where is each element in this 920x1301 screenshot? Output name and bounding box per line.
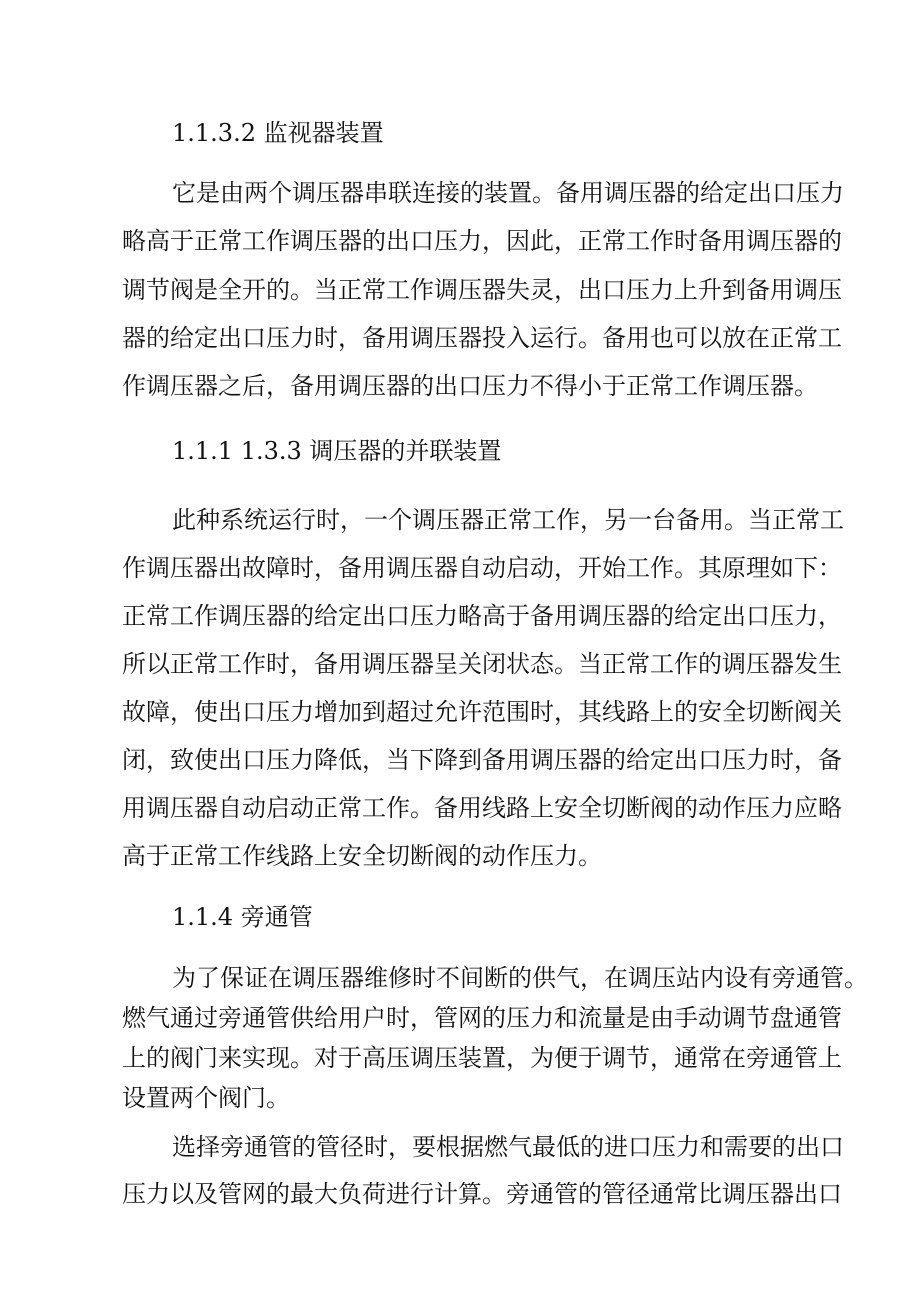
paragraph-line: 作调压器之后，备用调压器的出口压力不得小于正常工作调压器。 [122,372,818,400]
paragraph-line: 高于正常工作线路上安全切断阀的动作压力。 [122,842,602,870]
paragraph-line: 它是由两个调压器串联连接的装置。备用调压器的给定出口压力 [172,179,844,207]
paragraph-line: 压力以及管网的最大负荷进行计算。旁通管的管径通常比调压器出口 [122,1180,842,1208]
paragraph-line: 正常工作调压器的给定出口压力略高于备用调压器的给定出口压力， [122,602,842,630]
paragraph-line: 故障，使出口压力增加到超过允许范围时，其线路上的安全切断阀关 [122,698,842,726]
paragraph-line: 调节阀是全开的。当正常工作调压器失灵，出口压力上升到备用调压 [122,276,842,304]
paragraph-line: 此种系统运行时，一个调压器正常工作，另一台备用。当正常工 [172,506,844,534]
section-heading-bypass-pipe: 1.1.4 旁通管 [172,903,313,931]
paragraph-line: 闭，致使出口压力降低，当下降到备用调压器的给定出口压力时，备 [122,746,842,774]
section-heading-monitor-device: 1.1.3.2 监视器装置 [172,119,384,147]
paragraph-line: 作调压器出故障时，备用调压器自动启动，开始工作。其原理如下： [122,554,842,582]
paragraph-line: 所以正常工作时，备用调压器呈关闭状态。当正常工作的调压器发生 [122,650,842,678]
paragraph-line: 燃气通过旁通管供给用户时，管网的压力和流量是由手动调节盘通管 [122,1004,842,1032]
paragraph-line: 用调压器自动启动正常工作。备用线路上安全切断阀的动作压力应略 [122,794,842,822]
paragraph-line: 上的阀门来实现。对于高压调压装置，为便于调节，通常在旁通管上 [122,1044,842,1072]
section-heading-parallel-device: 1.1.1 1.3.3 调压器的并联装置 [172,437,502,465]
paragraph-line: 器的给定出口压力时，备用调压器投入运行。备用也可以放在正常工 [122,324,842,352]
paragraph-line: 选择旁通管的管径时，要根据燃气最低的进口压力和需要的出口 [172,1133,844,1161]
paragraph-line: 为了保证在调压器维修时不间断的供气，在调压站内设有旁通管。 [172,964,868,992]
paragraph-line: 设置两个阀门。 [122,1084,290,1112]
paragraph-line: 略高于正常工作调压器的出口压力，因此，正常工作时备用调压器的 [122,227,842,255]
